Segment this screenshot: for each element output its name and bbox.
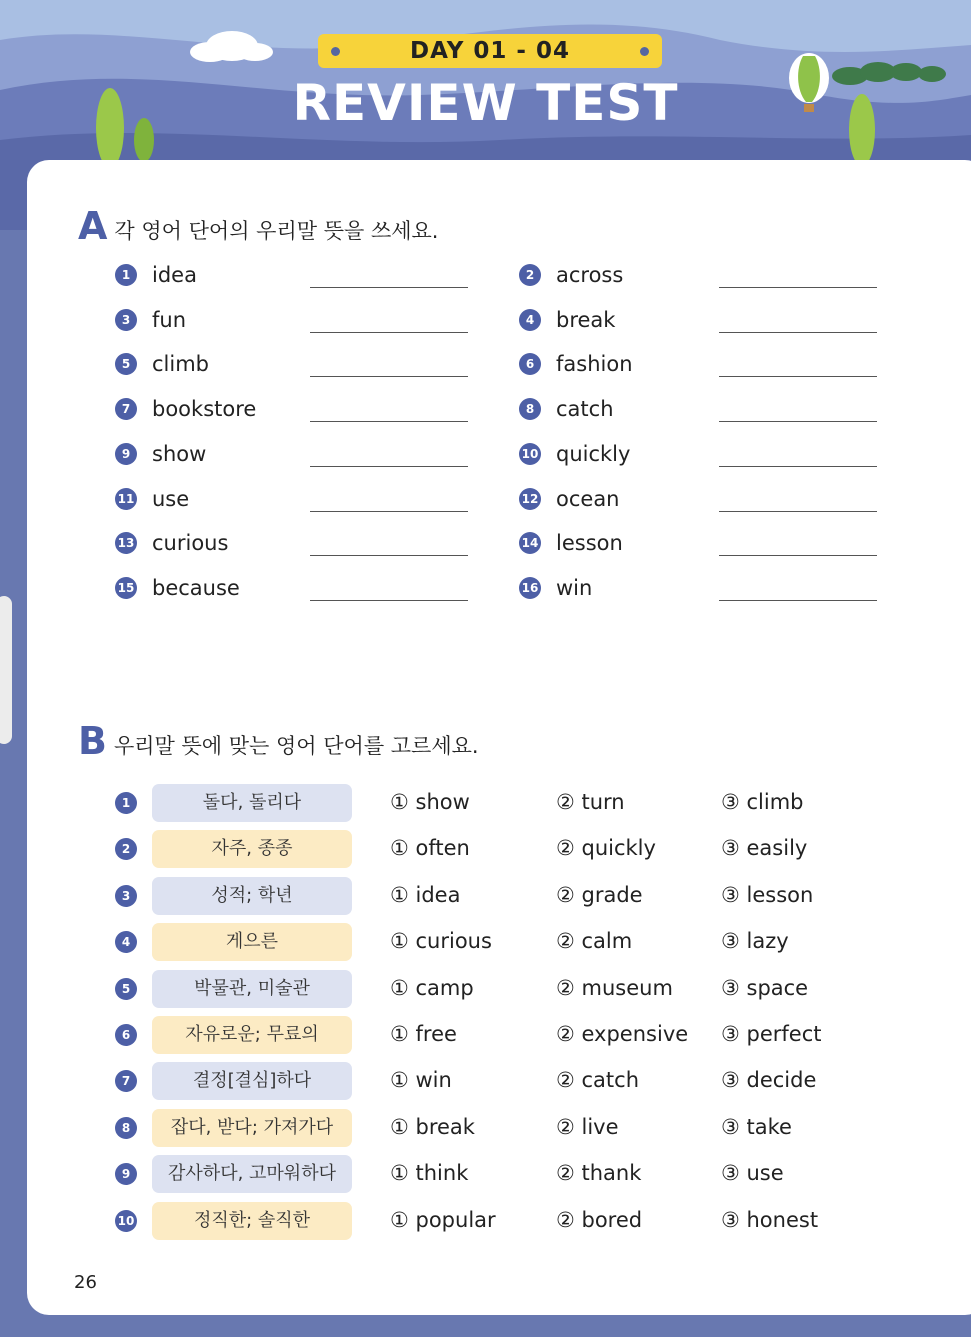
vocab-word: lesson [556,531,623,556]
section-b-letter: B [78,719,107,763]
answer-option[interactable]: ② expensive [556,1022,689,1046]
item-number-badge: 1 [115,264,137,286]
vocab-word: win [556,575,593,600]
item-number-badge: 7 [115,398,137,420]
answer-blank[interactable] [310,466,468,467]
left-page-tab [0,596,12,744]
item-number-badge: 2 [519,264,541,286]
answer-option[interactable]: ① think [390,1161,469,1186]
answer-option[interactable]: ① camp [390,975,474,1000]
korean-meaning-box: 정직한; 솔직한 [152,1202,352,1240]
answer-blank[interactable] [719,466,877,467]
answer-blank[interactable] [719,555,877,556]
korean-meaning-box: 결정[결심]하다 [152,1062,352,1100]
item-number-badge: 15 [115,577,137,599]
answer-option[interactable]: ③ lesson [721,882,814,907]
page-title: REVIEW TEST [292,74,679,132]
vocab-word: idea [152,263,197,287]
item-number-badge: 4 [519,309,541,331]
item-number-badge: 1 [115,792,137,814]
item-number-badge: 2 [115,838,137,860]
korean-meaning-box: 자유로운; 무료의 [152,1016,352,1054]
answer-blank[interactable] [719,421,877,422]
vocab-word: across [556,263,624,287]
item-number-badge: 11 [115,488,137,510]
answer-option[interactable]: ① idea [390,882,461,907]
answer-blank[interactable] [310,376,468,377]
item-number-badge: 3 [115,309,137,331]
item-number-badge: 14 [519,532,541,554]
answer-option[interactable]: ① often [390,836,470,861]
item-number-badge: 8 [115,1117,137,1139]
item-number-badge: 6 [115,1024,137,1046]
item-number-badge: 10 [519,443,541,465]
vocab-word: curious [152,531,229,556]
answer-blank[interactable] [719,376,877,377]
item-number-badge: 4 [115,931,137,953]
item-number-badge: 5 [115,353,137,375]
answer-option[interactable]: ③ take [721,1114,792,1139]
section-a-heading [78,204,439,248]
korean-meaning-box: 자주, 종종 [152,830,352,868]
item-number-badge: 16 [519,577,541,599]
vocab-word: break [556,307,616,332]
answer-option[interactable]: ② turn [556,790,625,814]
vocab-word: fashion [556,352,633,377]
vocab-word: quickly [556,441,631,466]
vocab-word: climb [152,352,210,377]
answer-blank[interactable] [310,555,468,556]
vocab-word: use [152,486,190,511]
answer-blank[interactable] [310,287,468,288]
item-number-badge: 5 [115,978,137,1000]
answer-option[interactable]: ③ lazy [721,929,789,954]
korean-meaning-box: 돌다, 돌리다 [152,784,352,822]
answer-option[interactable]: ② bored [556,1207,643,1232]
answer-option[interactable]: ③ honest [721,1207,819,1232]
answer-option[interactable]: ① popular [390,1207,496,1232]
vocab-word: catch [556,397,614,422]
answer-option[interactable]: ① win [390,1068,452,1093]
answer-option[interactable]: ② museum [556,975,673,1000]
answer-option[interactable]: ② live [556,1114,619,1139]
item-number-badge: 10 [115,1210,137,1232]
korean-meaning-box: 잡다, 받다; 가져가다 [152,1109,352,1147]
badge-dot-left [331,47,340,56]
answer-option[interactable]: ③ easily [721,836,808,861]
item-number-badge: 9 [115,443,137,465]
answer-option[interactable]: ② thank [556,1161,642,1186]
answer-blank[interactable] [719,600,877,601]
answer-blank[interactable] [310,421,468,422]
answer-blank[interactable] [310,511,468,512]
answer-option[interactable]: ③ use [721,1161,784,1186]
answer-blank[interactable] [719,287,877,288]
korean-meaning-box: 성적; 학년 [152,877,352,915]
item-number-badge: 3 [115,885,137,907]
answer-option[interactable]: ① show [390,790,470,814]
answer-option[interactable]: ① curious [390,929,492,954]
answer-blank[interactable] [310,332,468,333]
vocab-word: show [152,441,207,466]
vocab-word: because [152,575,240,600]
answer-blank[interactable] [310,600,468,601]
item-number-badge: 6 [519,353,541,375]
answer-option[interactable]: ② catch [556,1068,640,1093]
answer-blank[interactable] [719,511,877,512]
answer-option[interactable]: ① free [390,1022,457,1046]
vocab-word: fun [152,307,187,332]
page-number: 26 [74,1272,97,1293]
section-b-heading [78,719,479,763]
answer-option[interactable]: ① break [390,1114,475,1139]
answer-option[interactable]: ③ decide [721,1068,817,1093]
day-label: DAY 01 - 04 [410,38,570,64]
vocab-word: ocean [556,486,620,511]
answer-option[interactable]: ③ space [721,975,809,1000]
item-number-badge: 9 [115,1163,137,1185]
section-a-letter: A [78,204,108,248]
badge-dot-right [640,47,649,56]
item-number-badge: 13 [115,532,137,554]
answer-option[interactable]: ② calm [556,929,633,954]
section-b-instruction: 우리말 뜻에 맞는 영어 단어를 고르세요. [113,734,479,758]
korean-meaning-box: 게으른 [152,923,352,961]
answer-option[interactable]: ② grade [556,882,643,907]
day-badge [318,34,662,68]
answer-option[interactable]: ③ perfect [721,1022,822,1046]
item-number-badge: 8 [519,398,541,420]
korean-meaning-box: 감사하다, 고마워하다 [152,1155,352,1193]
korean-meaning-box: 박물관, 미술관 [152,970,352,1008]
answer-blank[interactable] [719,332,877,333]
section-a-instruction: 각 영어 단어의 우리말 뜻을 쓰세요. [114,219,439,243]
item-number-badge: 7 [115,1070,137,1092]
answer-option[interactable]: ② quickly [556,836,656,861]
vocab-word: bookstore [152,397,257,422]
item-number-badge: 12 [519,488,541,510]
answer-option[interactable]: ③ climb [721,790,804,814]
